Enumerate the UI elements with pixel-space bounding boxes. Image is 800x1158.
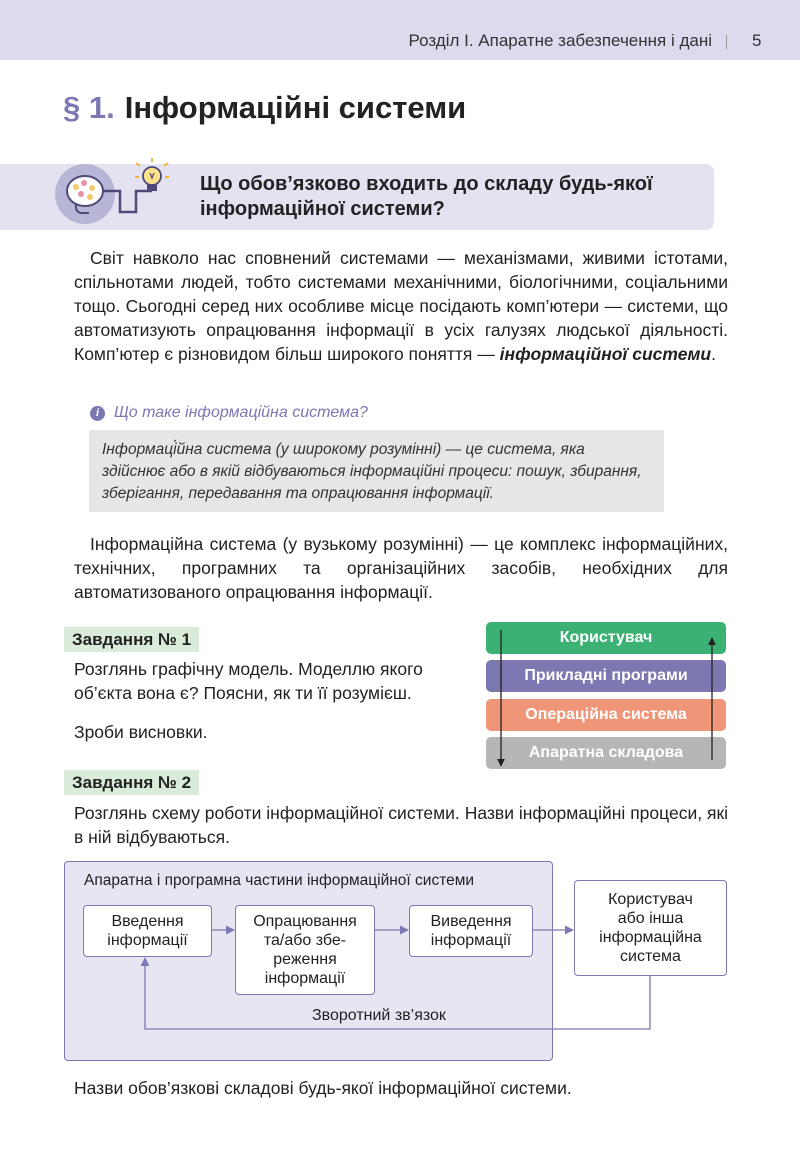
diagram-caption: Апаратна і програмна частини інформаційної системи	[84, 872, 475, 889]
page-title	[63, 90, 466, 126]
brain-lightbulb-icon	[54, 158, 170, 235]
info-icon: i	[90, 406, 105, 421]
task1-text: Розглянь графічну модель. Моделлю якого об’єкта вона є? Поясни, як ти її розумієш.	[74, 659, 423, 703]
task1-conclusion: Зроби висновки.	[74, 722, 208, 742]
emphasis-term: інформаційної системи	[499, 344, 712, 364]
user-or-system-box: Користувач або інша інформаційна система	[574, 880, 727, 976]
layer-applications: Прикладні програми	[486, 660, 726, 692]
layer-operating-system: Операційна система	[486, 699, 726, 731]
narrow-definition-paragraph: Інформаційна система (у вузькому розумінні) — це комплекс інформаційних, технічних, програмних та організаційних засобів, необхідних для автоматизованого опрацювання інформації.	[74, 534, 728, 602]
key-question: Що обов’язково входить до складу будь-якої інформаційної системи?	[200, 173, 653, 220]
info-question: i Що таке інформаційна система?	[90, 404, 368, 422]
task1-badge: Завдання № 1	[64, 627, 199, 652]
final-task-text: Назви обов’язкові складові будь-якої інформаційної системи.	[74, 1078, 572, 1098]
layer-hardware: Апаратна складова	[486, 737, 726, 769]
task2-badge: Завдання № 2	[64, 770, 199, 795]
paragraph-number: § 1.	[63, 90, 115, 125]
page-header	[0, 0, 800, 60]
intro-paragraph: Світ навколо нас сповнений системами — механізмами, живими істотами, спільнотами людей, тобто системами механічними, біологічними, соціальними тощо. Сьогодні серед них особливе місце посідають комп’ютери — системи, що автоматизують опрацювання інформації в усіх галузях людської діяльності. Комп’ютер є різновидом більш широкого поняття — інформаційної системи.	[74, 248, 728, 364]
processing-box: Опрацювання та/або збе- реження інформації	[235, 905, 375, 995]
feedback-label: Зворотний зв’язок	[312, 1007, 446, 1024]
definition-box: Інформаці́йна система (у широкому розумінні) — це система, яка здійснює або в якій відбуваються інформаційні процеси: пошук, збирання, зберігання, передавання та опрацювання інформації.	[89, 430, 664, 512]
section-title: Розділ I. Апаратне забезпечення і дані	[408, 31, 712, 50]
header-divider	[726, 35, 727, 49]
page-number: 5	[752, 31, 762, 50]
layer-user: Користувач	[486, 622, 726, 654]
output-box: Виведення інформації	[409, 905, 533, 957]
input-box: Введення інформації	[83, 905, 212, 957]
title-text: Інформаційні системи	[124, 90, 467, 125]
task2-text: Розглянь схему роботи інформаційної системи. Назви інформаційні процеси, які в ній відбуваються.	[74, 803, 728, 847]
